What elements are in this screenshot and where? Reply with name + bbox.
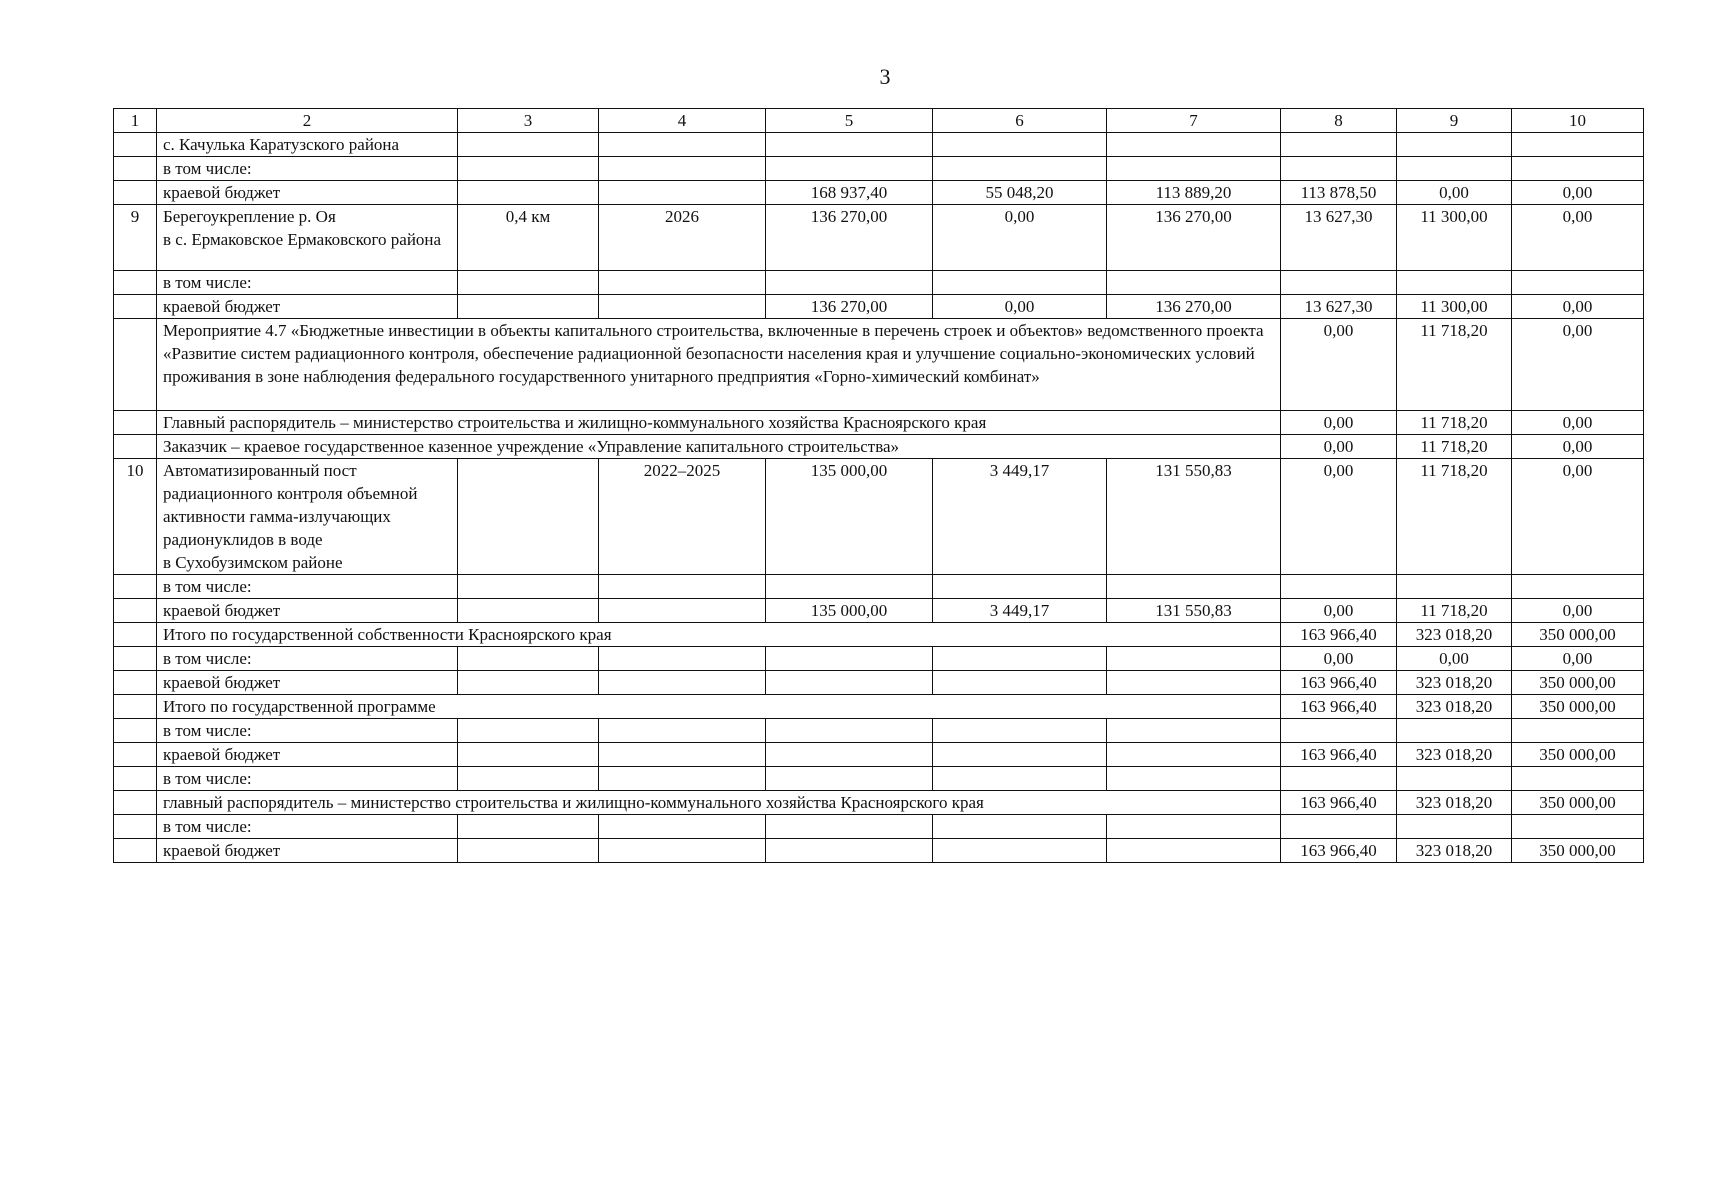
cell-no xyxy=(114,575,157,599)
cell-c5: 135 000,00 xyxy=(766,459,933,575)
table-row xyxy=(114,839,1644,863)
cell-c3 xyxy=(458,295,599,319)
cell-name: краевой бюджет xyxy=(157,599,458,623)
cell-name: Итого по государственной программе xyxy=(157,695,1281,719)
cell-c8 xyxy=(1281,815,1397,839)
cell-c8: 13 627,30 xyxy=(1281,205,1397,271)
cell-no xyxy=(114,791,157,815)
cell-c8: 113 878,50 xyxy=(1281,181,1397,205)
column-header: 2 xyxy=(157,109,458,133)
cell-c5 xyxy=(766,157,933,181)
cell-c8: 0,00 xyxy=(1281,459,1397,575)
cell-name: в том числе: xyxy=(157,157,458,181)
cell-c10: 0,00 xyxy=(1512,411,1644,435)
budget-table xyxy=(113,108,1644,863)
cell-no xyxy=(114,815,157,839)
cell-c8: 163 966,40 xyxy=(1281,839,1397,863)
cell-c10 xyxy=(1512,719,1644,743)
cell-c9: 323 018,20 xyxy=(1397,839,1512,863)
column-header: 5 xyxy=(766,109,933,133)
cell-name: в том числе: xyxy=(157,271,458,295)
cell-c6 xyxy=(933,743,1107,767)
cell-c8 xyxy=(1281,157,1397,181)
cell-c9 xyxy=(1397,815,1512,839)
cell-c5: 136 270,00 xyxy=(766,205,933,271)
table-row xyxy=(114,719,1644,743)
cell-c7 xyxy=(1107,647,1281,671)
cell-c10: 0,00 xyxy=(1512,435,1644,459)
table-row xyxy=(114,791,1644,815)
cell-c4 xyxy=(599,671,766,695)
cell-c5 xyxy=(766,743,933,767)
cell-c6 xyxy=(933,671,1107,695)
cell-c5 xyxy=(766,839,933,863)
cell-c6 xyxy=(933,767,1107,791)
cell-name: в том числе: xyxy=(157,719,458,743)
table-row xyxy=(114,459,1644,575)
cell-c3 xyxy=(458,271,599,295)
cell-name: с. Качулька Каратузского района xyxy=(157,133,458,157)
cell-name: Итого по государственной собственности Красноярского края xyxy=(157,623,1281,647)
cell-c8: 0,00 xyxy=(1281,599,1397,623)
cell-no xyxy=(114,695,157,719)
cell-c5: 135 000,00 xyxy=(766,599,933,623)
cell-c9: 0,00 xyxy=(1397,181,1512,205)
cell-c5: 168 937,40 xyxy=(766,181,933,205)
cell-name: Мероприятие 4.7 «Бюджетные инвестиции в объекты капитального строительства, включенные в перечень строек и объектов» ведомственного проекта «Развитие систем радиационного контроля, обеспечение радиационной безопасности населения края и улучшение социально-экономических условий проживания в зоне наблюдения федерального государственного унитарного предприятия «Горно-химический комбинат» xyxy=(157,319,1281,411)
cell-c8: 0,00 xyxy=(1281,647,1397,671)
column-header: 8 xyxy=(1281,109,1397,133)
cell-no: 10 xyxy=(114,459,157,575)
cell-name: в том числе: xyxy=(157,575,458,599)
cell-c8: 13 627,30 xyxy=(1281,295,1397,319)
cell-name: краевой бюджет xyxy=(157,671,458,695)
cell-c4 xyxy=(599,719,766,743)
cell-c7 xyxy=(1107,671,1281,695)
cell-c9 xyxy=(1397,271,1512,295)
column-header: 1 xyxy=(114,109,157,133)
cell-name: краевой бюджет xyxy=(157,743,458,767)
cell-c9: 323 018,20 xyxy=(1397,791,1512,815)
cell-c5 xyxy=(766,647,933,671)
cell-no: 9 xyxy=(114,205,157,271)
cell-c4 xyxy=(599,839,766,863)
cell-c3 xyxy=(458,647,599,671)
cell-c3 xyxy=(458,767,599,791)
cell-c7: 113 889,20 xyxy=(1107,181,1281,205)
cell-c3 xyxy=(458,599,599,623)
cell-c3 xyxy=(458,743,599,767)
table-header xyxy=(114,109,1644,133)
cell-c4 xyxy=(599,271,766,295)
cell-name: в том числе: xyxy=(157,647,458,671)
column-header: 10 xyxy=(1512,109,1644,133)
cell-no xyxy=(114,623,157,647)
cell-c9: 11 718,20 xyxy=(1397,599,1512,623)
cell-name: в том числе: xyxy=(157,815,458,839)
cell-no xyxy=(114,295,157,319)
header-row xyxy=(114,109,1644,133)
cell-c8 xyxy=(1281,575,1397,599)
cell-c6 xyxy=(933,157,1107,181)
cell-c4 xyxy=(599,767,766,791)
cell-c8 xyxy=(1281,133,1397,157)
cell-c10: 350 000,00 xyxy=(1512,671,1644,695)
cell-name: в том числе: xyxy=(157,767,458,791)
cell-c4 xyxy=(599,647,766,671)
cell-name: Главный распорядитель – министерство строительства и жилищно-коммунального хозяйства Красноярского края xyxy=(157,411,1281,435)
cell-name: краевой бюджет xyxy=(157,839,458,863)
table-row xyxy=(114,647,1644,671)
cell-c8: 0,00 xyxy=(1281,435,1397,459)
column-header: 9 xyxy=(1397,109,1512,133)
cell-no xyxy=(114,411,157,435)
cell-c6 xyxy=(933,271,1107,295)
cell-c7 xyxy=(1107,719,1281,743)
cell-c6 xyxy=(933,575,1107,599)
table-row xyxy=(114,435,1644,459)
column-header: 3 xyxy=(458,109,599,133)
cell-no xyxy=(114,271,157,295)
cell-c6 xyxy=(933,647,1107,671)
cell-c10: 0,00 xyxy=(1512,205,1644,271)
cell-c5 xyxy=(766,815,933,839)
cell-name: Заказчик – краевое государственное казенное учреждение «Управление капитального строительства» xyxy=(157,435,1281,459)
cell-c7: 136 270,00 xyxy=(1107,205,1281,271)
table-row xyxy=(114,133,1644,157)
cell-c8: 163 966,40 xyxy=(1281,743,1397,767)
cell-c3 xyxy=(458,671,599,695)
cell-name: Берегоукрепление р. Оя в с. Ермаковское Ермаковского района xyxy=(157,205,458,271)
cell-no xyxy=(114,719,157,743)
cell-c7: 131 550,83 xyxy=(1107,459,1281,575)
cell-c10: 0,00 xyxy=(1512,647,1644,671)
cell-c10 xyxy=(1512,575,1644,599)
cell-c9 xyxy=(1397,767,1512,791)
cell-c9 xyxy=(1397,133,1512,157)
cell-c3 xyxy=(458,459,599,575)
cell-c9: 323 018,20 xyxy=(1397,743,1512,767)
cell-c4 xyxy=(599,815,766,839)
page-number: 3 xyxy=(879,64,891,89)
cell-c6: 0,00 xyxy=(933,205,1107,271)
cell-c8 xyxy=(1281,719,1397,743)
cell-c7: 131 550,83 xyxy=(1107,599,1281,623)
table-row xyxy=(114,695,1644,719)
cell-c9: 323 018,20 xyxy=(1397,671,1512,695)
cell-c10 xyxy=(1512,157,1644,181)
cell-c5 xyxy=(766,671,933,695)
cell-c9: 11 718,20 xyxy=(1397,319,1512,411)
table-row xyxy=(114,205,1644,271)
cell-c7 xyxy=(1107,839,1281,863)
cell-c8: 0,00 xyxy=(1281,319,1397,411)
cell-no xyxy=(114,133,157,157)
cell-c10: 0,00 xyxy=(1512,599,1644,623)
cell-no xyxy=(114,671,157,695)
column-header: 4 xyxy=(599,109,766,133)
cell-no xyxy=(114,599,157,623)
cell-c9: 323 018,20 xyxy=(1397,623,1512,647)
table-row xyxy=(114,157,1644,181)
cell-c8 xyxy=(1281,767,1397,791)
cell-no xyxy=(114,839,157,863)
cell-name: краевой бюджет xyxy=(157,181,458,205)
cell-no xyxy=(114,647,157,671)
table-row xyxy=(114,411,1644,435)
cell-c6 xyxy=(933,719,1107,743)
cell-c3 xyxy=(458,815,599,839)
table-row xyxy=(114,319,1644,411)
cell-c3 xyxy=(458,575,599,599)
cell-c4 xyxy=(599,575,766,599)
table-row xyxy=(114,271,1644,295)
cell-no xyxy=(114,157,157,181)
cell-c9 xyxy=(1397,575,1512,599)
cell-name: главный распорядитель – министерство строительства и жилищно-коммунального хозяйства Красноярского края xyxy=(157,791,1281,815)
column-header: 6 xyxy=(933,109,1107,133)
table-row xyxy=(114,743,1644,767)
cell-c9: 11 718,20 xyxy=(1397,435,1512,459)
cell-c8: 163 966,40 xyxy=(1281,791,1397,815)
cell-c5 xyxy=(766,271,933,295)
cell-c3 xyxy=(458,133,599,157)
table-row xyxy=(114,575,1644,599)
cell-c10: 350 000,00 xyxy=(1512,839,1644,863)
cell-c5 xyxy=(766,133,933,157)
cell-c7 xyxy=(1107,157,1281,181)
cell-c6: 3 449,17 xyxy=(933,599,1107,623)
cell-no xyxy=(114,319,157,411)
cell-no xyxy=(114,767,157,791)
cell-c3 xyxy=(458,839,599,863)
cell-c3: 0,4 км xyxy=(458,205,599,271)
cell-c4: 2022–2025 xyxy=(599,459,766,575)
cell-c7: 136 270,00 xyxy=(1107,295,1281,319)
cell-c5 xyxy=(766,719,933,743)
column-header: 7 xyxy=(1107,109,1281,133)
cell-name: краевой бюджет xyxy=(157,295,458,319)
cell-c4 xyxy=(599,157,766,181)
table-row xyxy=(114,815,1644,839)
cell-c5: 136 270,00 xyxy=(766,295,933,319)
cell-c6 xyxy=(933,815,1107,839)
cell-c9: 11 718,20 xyxy=(1397,459,1512,575)
cell-c8: 163 966,40 xyxy=(1281,671,1397,695)
cell-c10: 0,00 xyxy=(1512,295,1644,319)
cell-c10: 350 000,00 xyxy=(1512,743,1644,767)
cell-c8: 0,00 xyxy=(1281,411,1397,435)
cell-c9: 11 300,00 xyxy=(1397,295,1512,319)
cell-c7 xyxy=(1107,815,1281,839)
cell-c5 xyxy=(766,767,933,791)
cell-c10: 0,00 xyxy=(1512,459,1644,575)
cell-c8: 163 966,40 xyxy=(1281,695,1397,719)
cell-c4 xyxy=(599,743,766,767)
cell-c9: 11 718,20 xyxy=(1397,411,1512,435)
cell-c4: 2026 xyxy=(599,205,766,271)
cell-c7 xyxy=(1107,271,1281,295)
cell-c8: 163 966,40 xyxy=(1281,623,1397,647)
cell-c10 xyxy=(1512,767,1644,791)
cell-name: Автоматизированный пост радиационного контроля объемной активности гамма-излучающих радионуклидов в воде в Сухобузимском районе xyxy=(157,459,458,575)
cell-c3 xyxy=(458,157,599,181)
cell-no xyxy=(114,435,157,459)
cell-c10 xyxy=(1512,815,1644,839)
cell-c10: 0,00 xyxy=(1512,181,1644,205)
cell-c10: 350 000,00 xyxy=(1512,791,1644,815)
table-body xyxy=(114,133,1644,863)
cell-c7 xyxy=(1107,133,1281,157)
cell-c3 xyxy=(458,181,599,205)
cell-c7 xyxy=(1107,767,1281,791)
cell-c6 xyxy=(933,839,1107,863)
table-row xyxy=(114,599,1644,623)
table-row xyxy=(114,181,1644,205)
cell-c6: 0,00 xyxy=(933,295,1107,319)
cell-c10 xyxy=(1512,133,1644,157)
table-row xyxy=(114,623,1644,647)
cell-c6: 55 048,20 xyxy=(933,181,1107,205)
table-row xyxy=(114,295,1644,319)
cell-no xyxy=(114,743,157,767)
cell-c10: 0,00 xyxy=(1512,319,1644,411)
cell-c9: 323 018,20 xyxy=(1397,695,1512,719)
table-row xyxy=(114,671,1644,695)
cell-c6: 3 449,17 xyxy=(933,459,1107,575)
table-row xyxy=(114,767,1644,791)
cell-c4 xyxy=(599,599,766,623)
cell-c10: 350 000,00 xyxy=(1512,695,1644,719)
cell-c8 xyxy=(1281,271,1397,295)
cell-c10 xyxy=(1512,271,1644,295)
cell-c9 xyxy=(1397,157,1512,181)
cell-c9: 0,00 xyxy=(1397,647,1512,671)
cell-c10: 350 000,00 xyxy=(1512,623,1644,647)
cell-c4 xyxy=(599,133,766,157)
cell-c4 xyxy=(599,181,766,205)
cell-c9 xyxy=(1397,719,1512,743)
cell-c3 xyxy=(458,719,599,743)
cell-c7 xyxy=(1107,575,1281,599)
cell-no xyxy=(114,181,157,205)
cell-c6 xyxy=(933,133,1107,157)
cell-c9: 11 300,00 xyxy=(1397,205,1512,271)
cell-c5 xyxy=(766,575,933,599)
cell-c7 xyxy=(1107,743,1281,767)
cell-c4 xyxy=(599,295,766,319)
